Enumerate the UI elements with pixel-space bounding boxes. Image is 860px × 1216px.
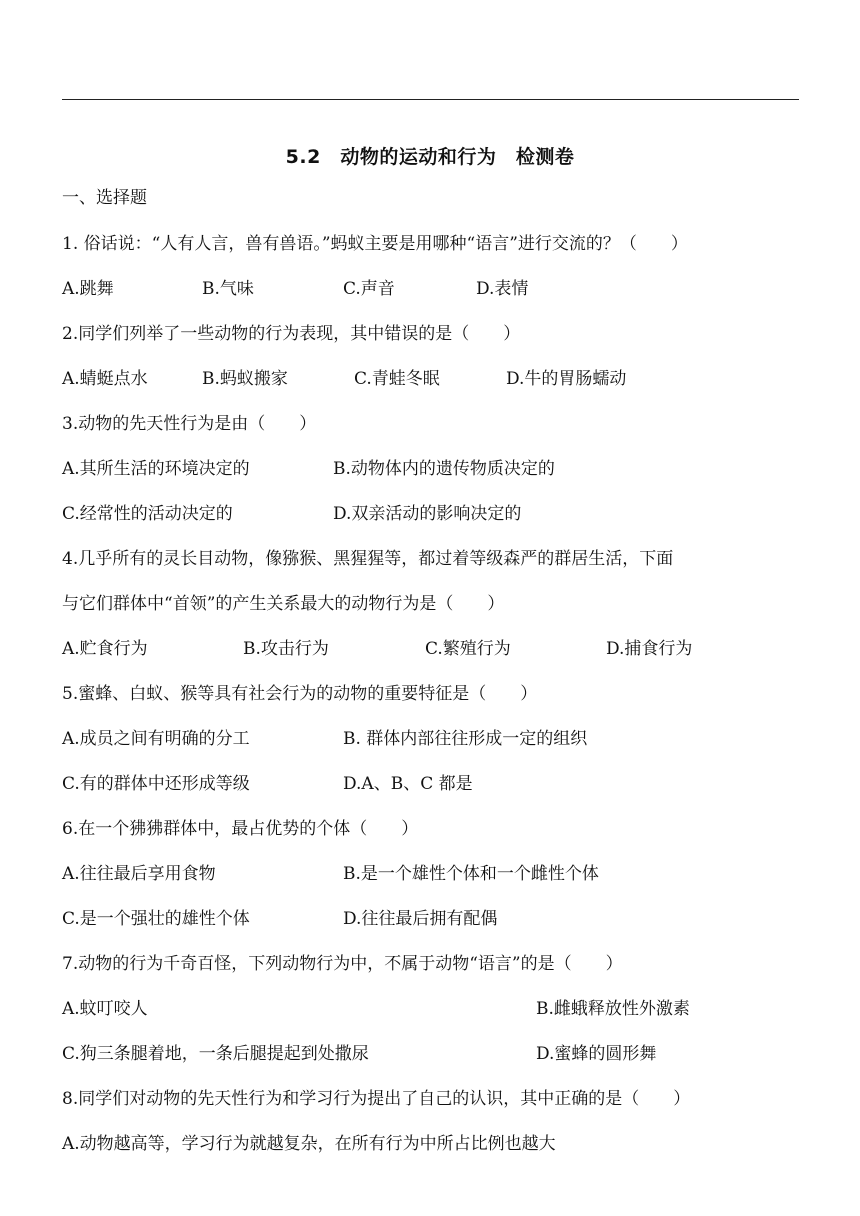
q5-option-a: A.成员之间有明确的分工: [62, 729, 250, 749]
q2-option-b: B.蚂蚁搬家: [202, 369, 288, 389]
q2-option-c: C.青蛙冬眠: [354, 369, 440, 389]
q4-option-a: A.贮食行为: [62, 639, 148, 659]
header-rule: [62, 99, 799, 100]
q2-option-d: D.牛的胃肠蠕动: [506, 369, 627, 389]
q1-option-c: C.声音: [343, 279, 395, 299]
page-title: 5.2 动物的运动和行为 检测卷: [285, 146, 575, 168]
q8-option-a: A.动物越高等，学习行为就越复杂，在所有行为中所占比例也越大: [62, 1134, 556, 1154]
question-7-stem: 7.动物的行为千奇百怪，下列动物行为中，不属于动物“语言”的是（ ）: [62, 954, 623, 974]
q7-option-b: B.雌蛾释放性外激素: [536, 999, 690, 1019]
question-3-stem: 3.动物的先天性行为是由（ ）: [62, 414, 317, 434]
question-1-stem: 1. 俗话说：“人有人言，兽有兽语。”蚂蚁主要是用哪种“语言”进行交流的？（ ）: [62, 234, 688, 254]
section-heading: 一、选择题: [62, 188, 147, 208]
q7-option-c: C.狗三条腿着地，一条后腿提起到处撒尿: [62, 1044, 369, 1064]
q4-option-d: D.捕食行为: [606, 639, 693, 659]
q6-option-a: A.往往最后享用食物: [62, 864, 216, 884]
q6-option-b: B.是一个雄性个体和一个雌性个体: [343, 864, 599, 884]
question-8-stem: 8.同学们对动物的先天性行为和学习行为提出了自己的认识，其中正确的是（ ）: [62, 1089, 691, 1109]
q7-option-d: D.蜜蜂的圆形舞: [536, 1044, 657, 1064]
question-4-stem-line-2: 与它们群体中“首领”的产生关系最大的动物行为是（ ）: [62, 594, 505, 614]
q7-option-a: A.蚊叮咬人: [62, 999, 148, 1019]
q6-option-d: D.往往最后拥有配偶: [343, 909, 498, 929]
question-5-stem: 5.蜜蜂、白蚁、猴等具有社会行为的动物的重要特征是（ ）: [62, 684, 538, 704]
q4-option-c: C.繁殖行为: [425, 639, 511, 659]
q2-option-a: A.蜻蜓点水: [62, 369, 148, 389]
q1-option-d: D.表情: [476, 279, 529, 299]
q3-option-d: D.双亲活动的影响决定的: [333, 504, 522, 524]
question-6-stem: 6.在一个狒狒群体中，最占优势的个体（ ）: [62, 819, 419, 839]
q5-option-b: B. 群体内部往往形成一定的组织: [343, 729, 588, 749]
question-2-stem: 2.同学们列举了一些动物的行为表现，其中错误的是（ ）: [62, 324, 521, 344]
q3-option-c: C.经常性的活动决定的: [62, 504, 233, 524]
q5-option-d: D.A、B、C 都是: [343, 774, 473, 794]
q3-option-a: A.其所生活的环境决定的: [62, 459, 250, 479]
q1-option-a: A.跳舞: [62, 279, 114, 299]
q1-option-b: B.气味: [202, 279, 254, 299]
q6-option-c: C.是一个强壮的雄性个体: [62, 909, 250, 929]
question-4-stem-line-1: 4.几乎所有的灵长目动物，像猕猴、黑猩猩等，都过着等级森严的群居生活，下面: [62, 549, 674, 569]
q4-option-b: B.攻击行为: [243, 639, 329, 659]
q5-option-c: C.有的群体中还形成等级: [62, 774, 250, 794]
q3-option-b: B.动物体内的遗传物质决定的: [333, 459, 555, 479]
